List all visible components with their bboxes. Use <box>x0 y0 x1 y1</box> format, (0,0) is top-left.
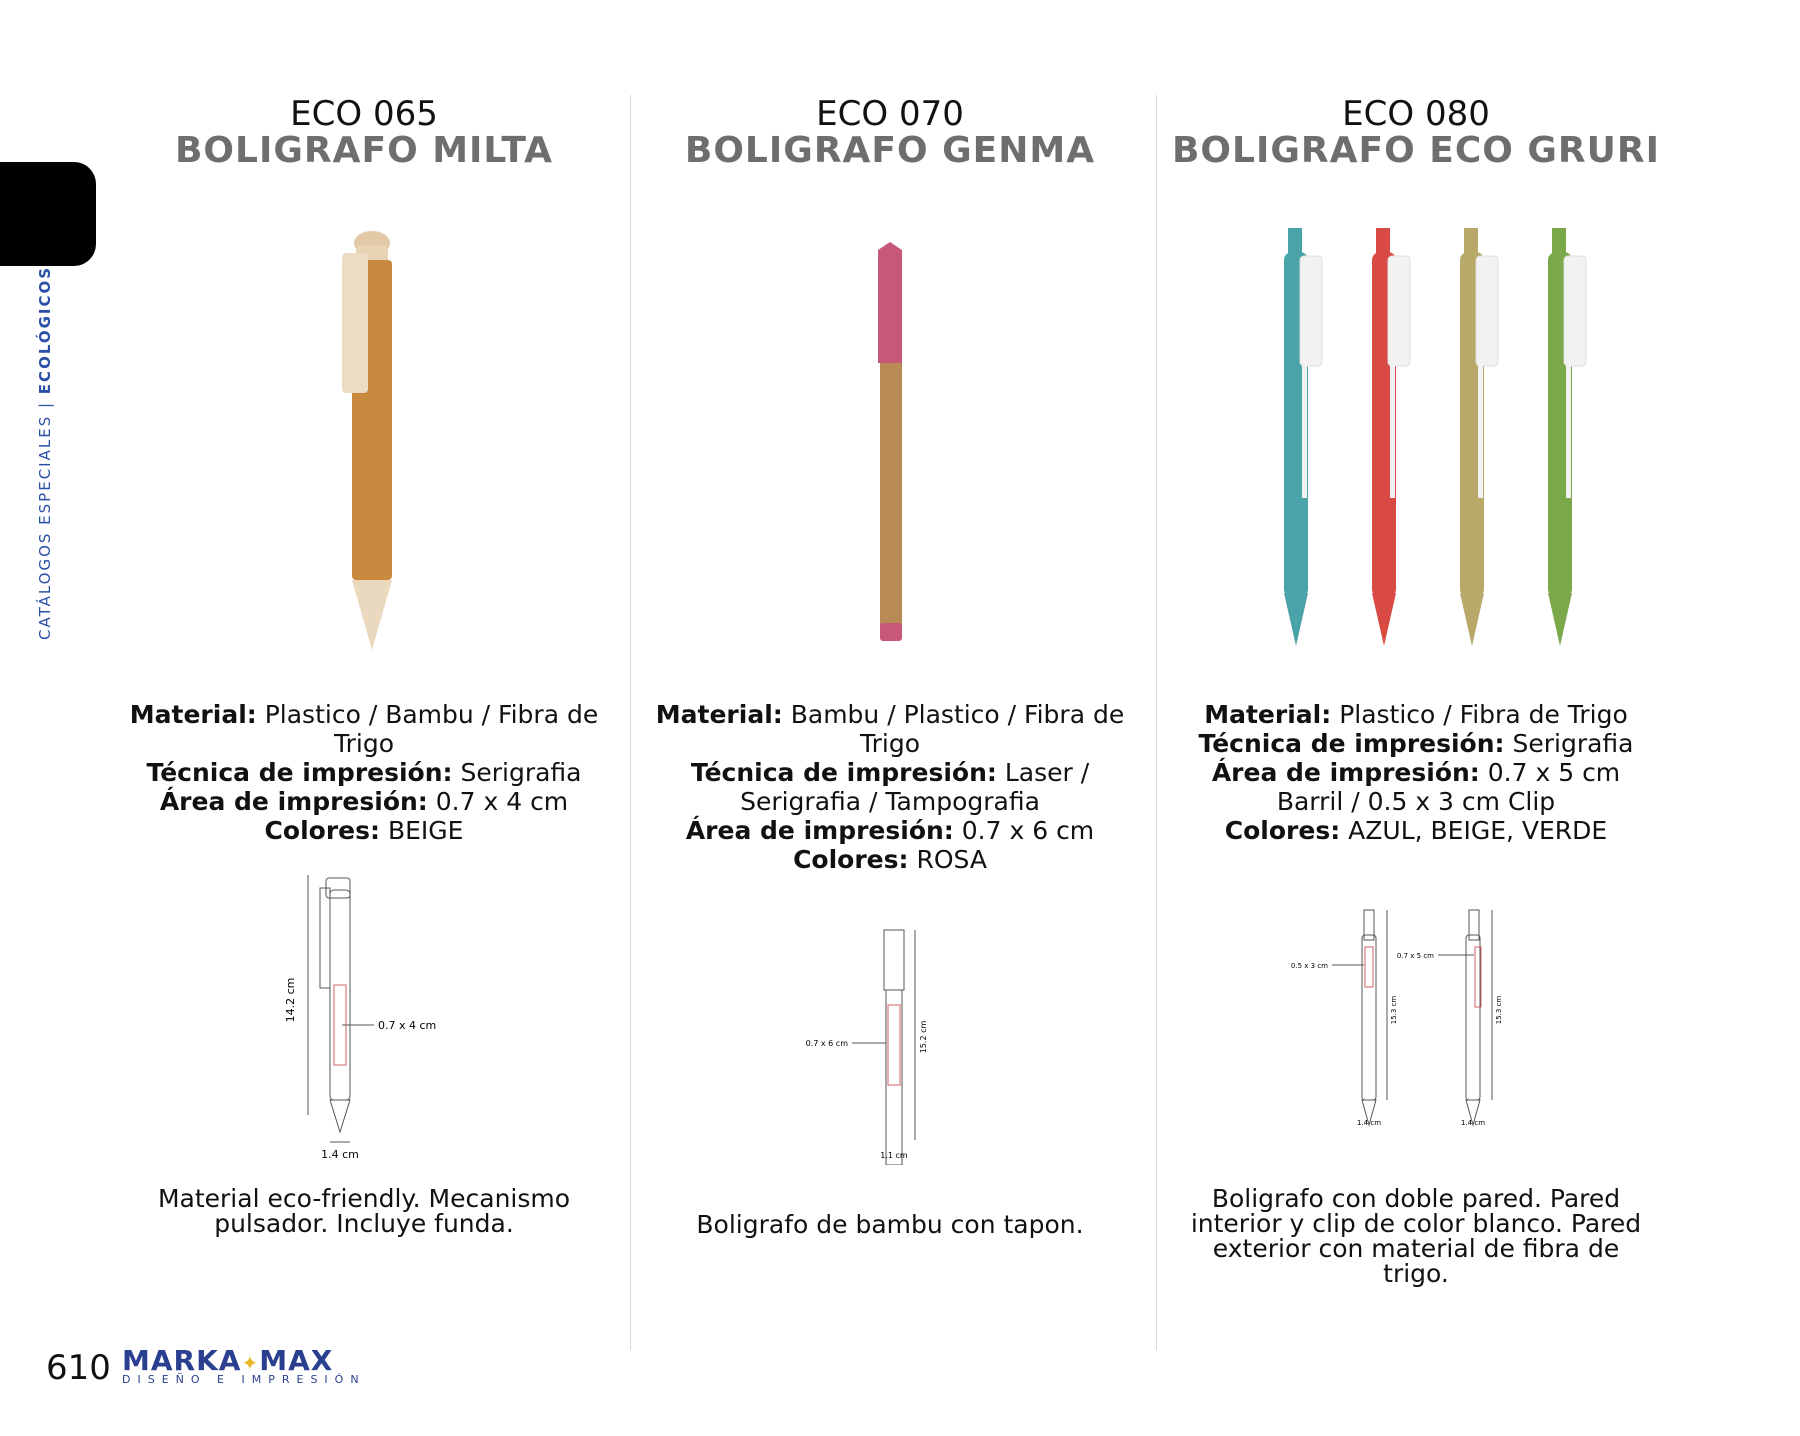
pen-photo <box>1156 228 1676 658</box>
diagram-width-2: 1.4 cm <box>1460 1119 1486 1127</box>
section-tab <box>0 162 96 266</box>
pen-photo <box>104 225 624 655</box>
marka-max-logo: MARKA✦MAX DISEÑO E IMPRESIÓN <box>122 1344 366 1386</box>
product-description: Boligrafo de bambu con tapon. <box>696 1210 1084 1239</box>
pen-variant <box>1460 228 1498 646</box>
product-name: BOLIGRAFO MILTA <box>174 130 554 171</box>
diagram-width: 1.4 cm <box>1356 1119 1382 1127</box>
pen-diagram <box>104 870 624 1170</box>
pen-variant <box>1284 228 1322 646</box>
pen-photo <box>630 238 1150 648</box>
product-description: Material eco-friendly. Mecanismo pulsador. Incluye funda. <box>157 1184 571 1238</box>
product-code: ECO 070 <box>816 94 964 134</box>
diagram-area-barrel: 0.7 x 5 cm <box>1396 952 1434 960</box>
pen-diagram <box>1156 905 1676 1135</box>
diagram-width: 1.4 cm <box>321 1148 359 1161</box>
diagram-area-clip: 0.5 x 3 cm <box>1290 962 1328 970</box>
diagram-width: 1.1 cm <box>880 1151 908 1160</box>
page-number: 610 <box>46 1348 111 1388</box>
pen-variant <box>1548 228 1586 646</box>
diagram-area: 0.7 x 6 cm <box>805 1039 848 1048</box>
diagram-area: 0.7 x 4 cm <box>378 1019 437 1032</box>
star-icon: ✦ <box>241 1351 260 1375</box>
product-specs: Material: Bambu / Plastico / Fibra de Trigo Técnica de impresión: Laser / Serigrafia / Tampografia Área de impresión: 0.7 x 6 cm Colores: ROSA <box>655 700 1125 874</box>
pen-variant <box>1372 228 1410 646</box>
product-specs: Material: Plastico / Fibra de Trigo Técnica de impresión: Serigrafia Área de impresión: 0.7 x 5 cm Barril / 0.5 x 3 cm Clip Colores: AZUL, BEIGE, VERDE <box>1198 700 1634 845</box>
product-description: Boligrafo con doble pared. Pared interior y clip de color blanco. Pared exterior con material de fibra de trigo. <box>1190 1184 1642 1288</box>
diagram-height-2: 15.3 cm <box>1495 995 1503 1025</box>
sidebar-section-label: CATÁLOGOS ESPECIALES | ECOLÓGICOS <box>36 265 54 640</box>
diagram-height: 15.2 cm <box>919 1020 928 1054</box>
diagram-height: 14.2 cm <box>284 977 297 1023</box>
product-name: BOLIGRAFO ECO GRURI <box>1171 130 1660 171</box>
product-name: BOLIGRAFO GENMA <box>684 130 1096 171</box>
product-specs: Material: Plastico / Bambu / Fibra de Trigo Técnica de impresión: Serigrafia Área de impresión: 0.7 x 4 cm Colores: BEIGE <box>129 700 599 845</box>
pen-diagram <box>630 925 1150 1165</box>
diagram-height: 15.3 cm <box>1390 995 1398 1025</box>
product-code: ECO 065 <box>290 94 438 134</box>
product-code: ECO 080 <box>1342 94 1490 134</box>
